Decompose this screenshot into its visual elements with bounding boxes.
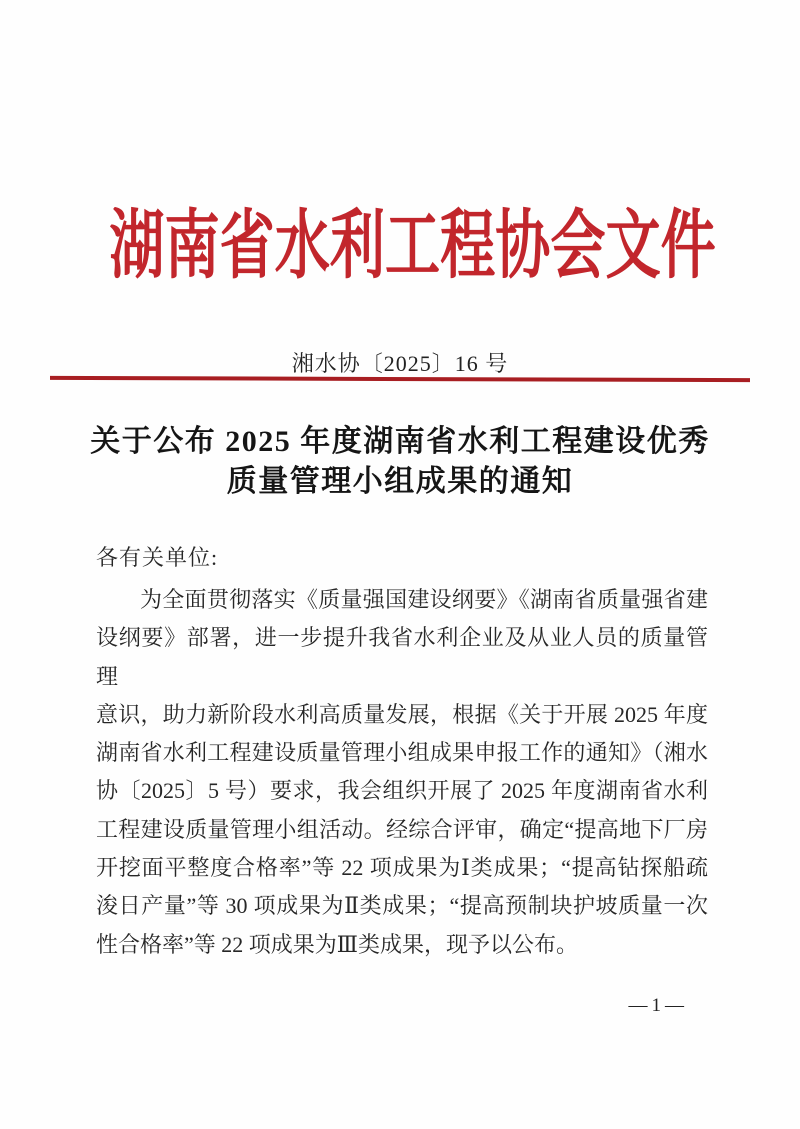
notice-title: [0, 422, 800, 502]
page-number: —1—: [628, 995, 688, 1016]
body-line: 性合格率”等 22 项成果为Ⅲ类成果，现予以公布。: [96, 931, 578, 957]
salutation: 各有关单位:: [96, 545, 219, 570]
body-line: 意识，助力新阶段水利高质量发展，根据《关于开展 2025 年度: [96, 701, 708, 727]
red-divider-rule: [50, 376, 750, 382]
body-line: 设纲要》部署，进一步提升我省水利企业及从业人员的质量管理: [96, 625, 708, 689]
body-line: 开挖面平整度合格率”等 22 项成果为Ⅰ类成果；“提高钻探船疏: [96, 855, 708, 881]
notice-title-line2: 质量管理小组成果的通知: [226, 465, 574, 498]
doc-reference-number: 湘水协〔2025〕16 号: [291, 351, 509, 376]
body-line: 工程建设质量管理小组活动。经综合评审，确定“提高地下厂房: [96, 816, 708, 842]
agency-banner: [0, 206, 800, 308]
notice-title-line1: 关于公布 2025 年度湖南省水利工程建设优秀: [90, 425, 710, 458]
body-line: 为全面贯彻落实《质量强国建设纲要》《湖南省质量强省建: [140, 587, 708, 612]
notice-body: [96, 581, 708, 964]
body-line: 浚日产量”等 30 项成果为Ⅱ类成果；“提高预制块护坡质量一次: [96, 893, 708, 919]
agency-banner-text: 湖南省水利工程协会文件: [109, 205, 716, 288]
body-line: 协〔2025〕5 号）要求，我会组织开展了 2025 年度湖南省水利: [96, 778, 708, 804]
body-line: 湖南省水利工程建设质量管理小组成果申报工作的通知》（湘水: [96, 740, 708, 766]
